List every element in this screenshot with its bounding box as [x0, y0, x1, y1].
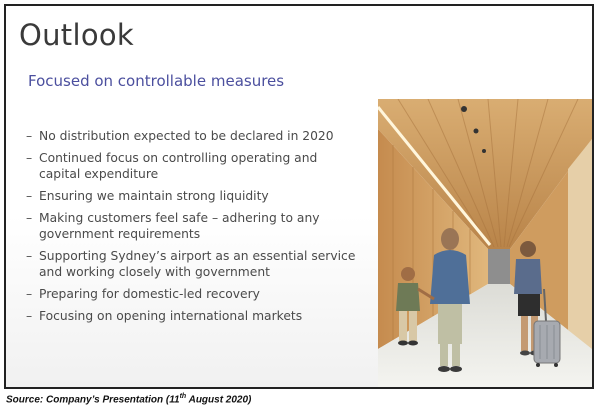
bullet-text: Ensuring we maintain strong liquidity: [39, 189, 269, 203]
bullet-text: Focusing on opening international markets: [39, 309, 303, 323]
airport-corridor-photo: [378, 99, 592, 387]
bullet-item: [26, 210, 362, 242]
bullet-text: No distribution expected to be declared in 2020: [39, 129, 334, 143]
bullet-dash: –: [26, 151, 33, 165]
bullet-text: Continued focus on controlling operating and capital expenditure: [39, 151, 318, 181]
bullet-text: Preparing for domestic-led recovery: [39, 287, 260, 301]
bullet-item: [26, 286, 362, 302]
bullet-dash: –: [26, 309, 33, 323]
bullet-item: [26, 188, 362, 204]
bullet-text: Supporting Sydney’s airport as an essential service and working closely with government: [39, 249, 356, 279]
bullet-dash: –: [26, 249, 33, 263]
bullet-item: [26, 308, 362, 324]
bullet-item: [26, 248, 362, 280]
caption-superscript: th: [179, 393, 187, 400]
bullet-dash: –: [26, 129, 33, 143]
bullet-item: [26, 128, 362, 144]
bullet-dash: –: [26, 211, 33, 225]
bullet-text: Making customers feel safe – adhering to any government requirements: [39, 211, 320, 241]
caption-prefix: Source: Company’s Presentation (11: [6, 394, 180, 406]
slide-subtitle: Focused on controllable measures: [28, 72, 285, 90]
slide-title: Outlook: [19, 18, 135, 52]
bullet-dash: –: [26, 189, 33, 203]
source-caption: [6, 393, 251, 405]
bullet-item: [26, 150, 362, 182]
caption-suffix: August 2020): [186, 394, 252, 406]
bullet-dash: –: [26, 287, 33, 301]
bullet-list: [26, 128, 362, 330]
slide-frame: [4, 4, 594, 389]
